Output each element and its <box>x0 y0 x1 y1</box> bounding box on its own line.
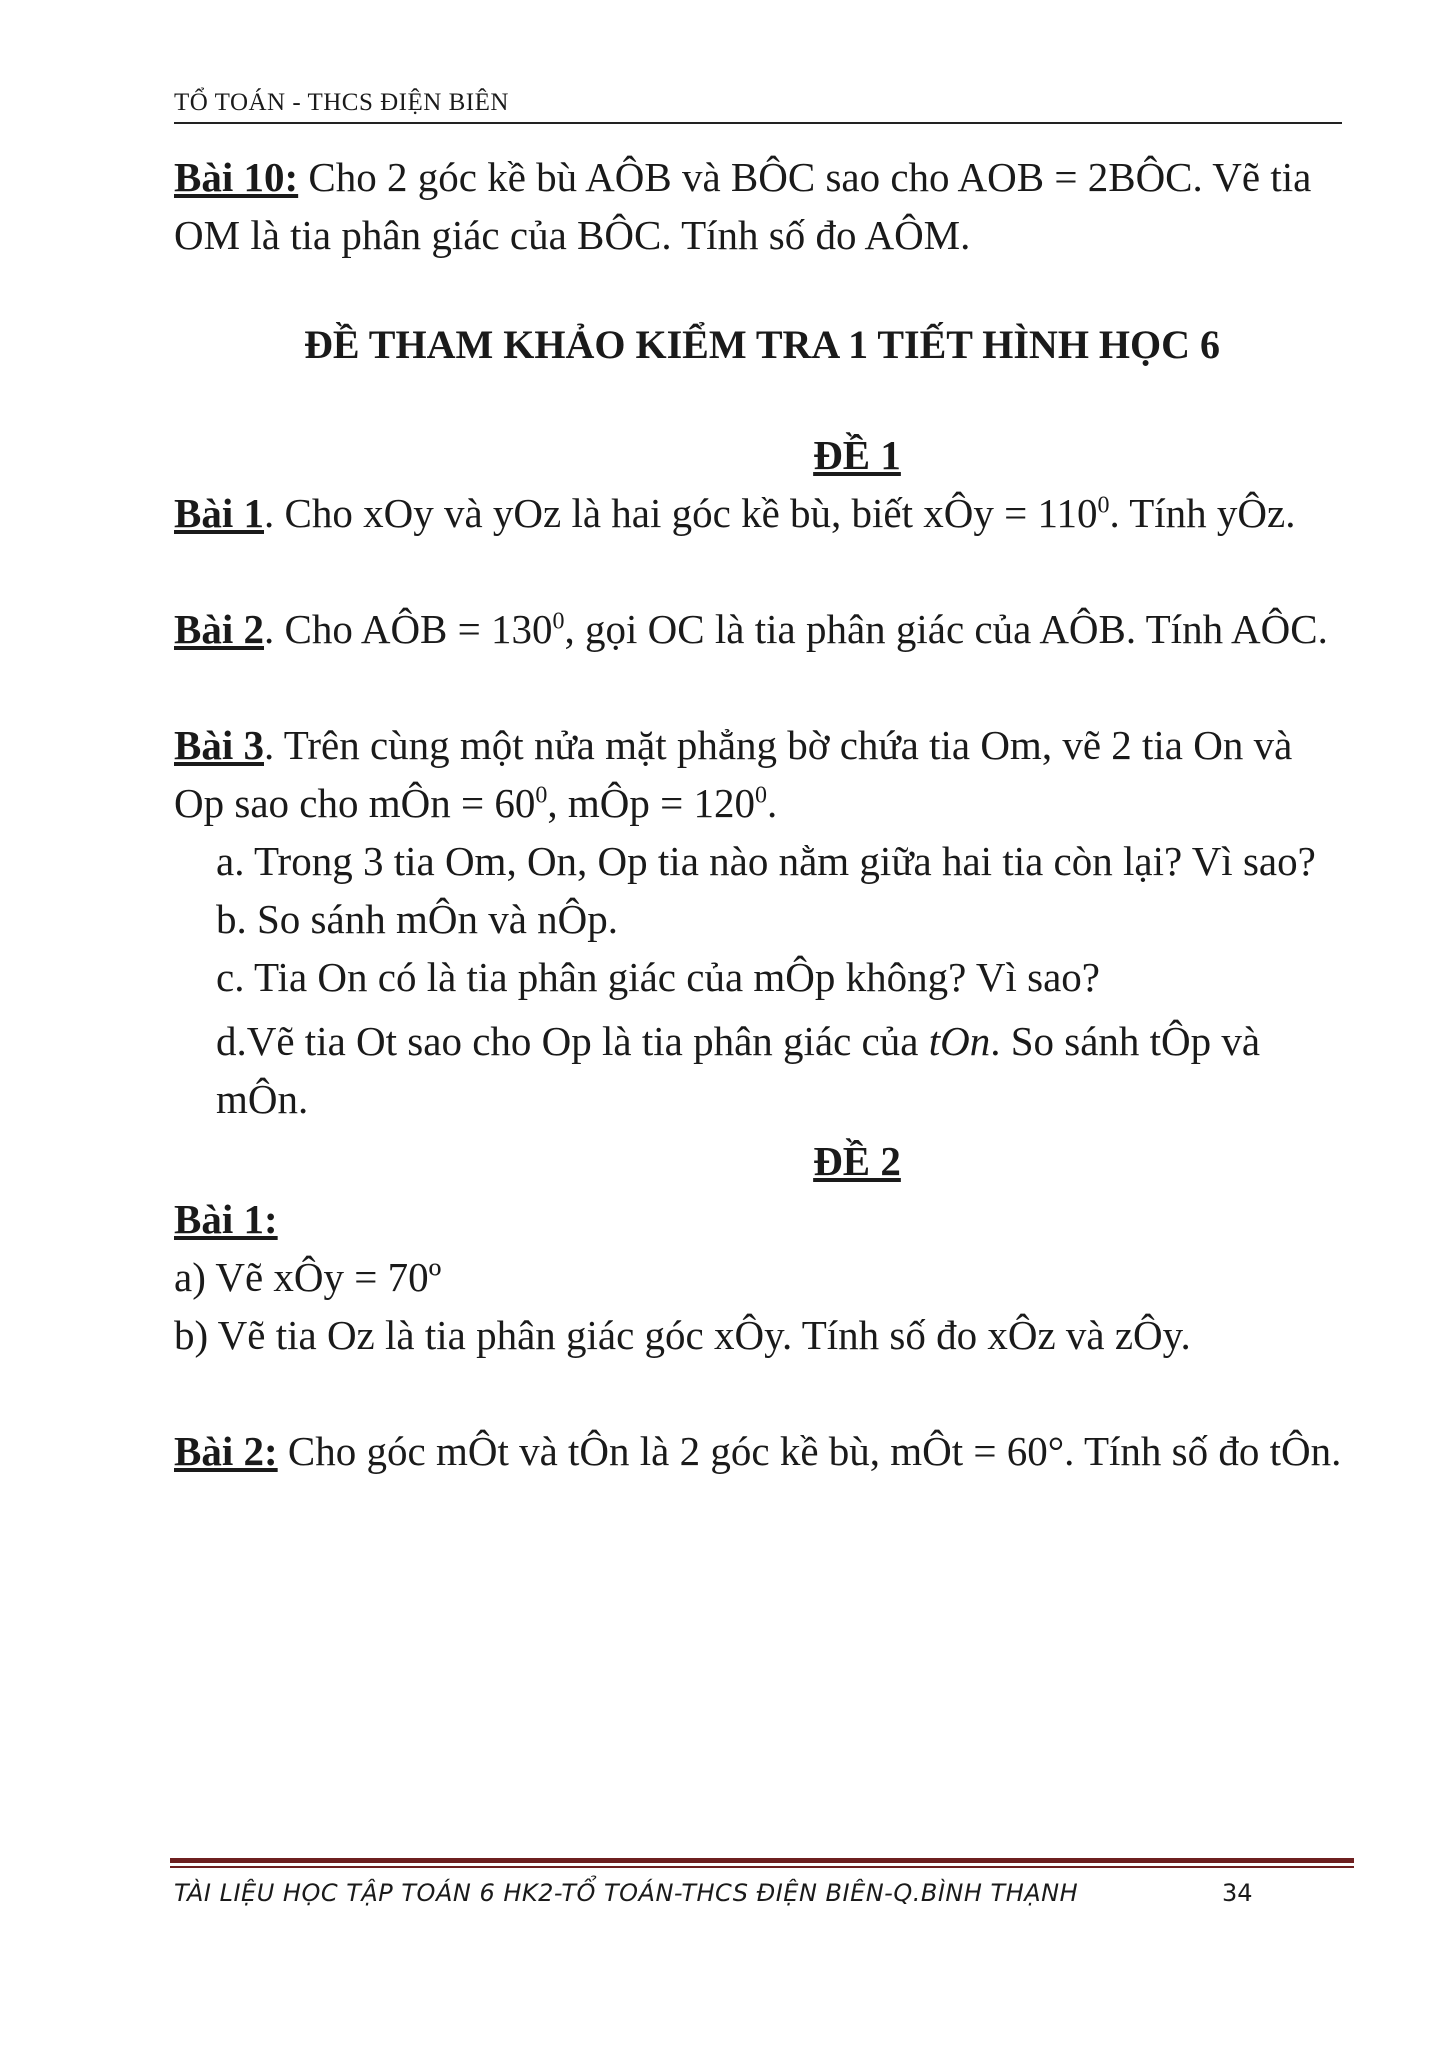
de2-exercise-1-a: a) Vẽ xÔy = 70º <box>174 1254 442 1300</box>
de1-exercise-2 <box>174 600 1350 658</box>
de2-exercise-2-label: Bài 2: <box>174 1428 278 1474</box>
de1-exercise-1-label: Bài 1 <box>174 490 264 536</box>
degree-sup: 0 <box>754 782 767 809</box>
de1-exercise-3-text-c: . <box>766 780 778 826</box>
page-header: TỔ TOÁN - THCS ĐIỆN BIÊN <box>174 88 1342 124</box>
de1-exercise-3 <box>174 716 1350 832</box>
de1-title-line <box>174 426 1350 484</box>
exercise-10-text: Cho 2 góc kề bù AÔB và BÔC sao cho AOB = 2BÔC. Vẽ tia OM là tia phân giác của BÔC. Tính số đo AÔM. <box>174 154 1312 258</box>
de1-title: ĐỀ 1 <box>813 432 901 478</box>
degree-sup: 0 <box>552 608 565 635</box>
exercise-10-label: Bài 10: <box>174 154 299 200</box>
page-number: 34 <box>1222 1879 1253 1907</box>
degree-sup: 0 <box>1097 492 1110 519</box>
page-content <box>174 148 1350 1480</box>
de1-exercise-3-label: Bài 3 <box>174 722 264 768</box>
de1-exercise-3-item-a: a. Trong 3 tia Om, On, Op tia nào nằm giữa hai tia còn lại? Vì sao? <box>216 838 1316 884</box>
de1-exercise-3-item-d <box>174 1012 1350 1128</box>
de1-exercise-1-text-b: . Tính yÔz. <box>1109 490 1296 536</box>
de1-exercise-2-text-b: , gọi OC là tia phân giác của AÔB. Tính AÔC. <box>564 606 1328 652</box>
de1-exercise-2-text-a: . Cho AÔB = 130 <box>264 606 553 652</box>
de1-exercise-1-text-a: . Cho xOy và yOz là hai góc kề bù, biết xÔy = 110 <box>264 490 1098 536</box>
de1-exercise-3-text-b: , mÔp = 120 <box>547 780 755 826</box>
de1-exercise-2-label: Bài 2 <box>174 606 264 652</box>
de2-exercise-1-b: b) Vẽ tia Oz là tia phân giác góc xÔy. Tính số đo xÔz và zÔy. <box>174 1312 1191 1358</box>
de1-exercise-1 <box>174 484 1350 542</box>
exercise-10 <box>174 148 1350 264</box>
item-d-text-a: d.Vẽ tia Ot sao cho Op là tia phân giác của <box>216 1018 929 1064</box>
de2-title-line <box>174 1132 1350 1190</box>
page-footer: TÀI LIỆU HỌC TẬP TOÁN 6 HK2-TỔ TOÁN-THCS ĐIỆN BIÊN-Q.BÌNH THẠNH <box>174 1879 1079 1907</box>
main-title: ĐỀ THAM KHẢO KIỂM TRA 1 TIẾT HÌNH HỌC 6 <box>303 322 1221 367</box>
de1-exercise-3-item-b: b. So sánh mÔn và nÔp. <box>216 896 619 942</box>
de2-exercise-1-label-line <box>174 1190 1350 1248</box>
de2-title: ĐỀ 2 <box>813 1138 901 1184</box>
item-d-text-b: . So sánh tÔp và mÔn. <box>216 1018 1261 1122</box>
de1-exercise-3-text-a: . Trên cùng một nửa mặt phẳng bờ chứa tia Om, vẽ 2 tia On và Op sao cho mÔn = 60 <box>174 722 1293 826</box>
item-d-italic: tOn <box>928 1018 991 1064</box>
de2-exercise-2 <box>174 1422 1350 1480</box>
de1-exercise-3-item-c: c. Tia On có là tia phân giác của mÔp không? Vì sao? <box>216 954 1100 1000</box>
degree-sup: 0 <box>535 782 548 809</box>
de2-exercise-2-text: Cho góc mÔt và tÔn là 2 góc kề bù, mÔt = 60°. Tính số đo tÔn. <box>277 1428 1342 1474</box>
footer-divider <box>170 1858 1354 1868</box>
de2-exercise-1-label: Bài 1: <box>174 1196 278 1242</box>
